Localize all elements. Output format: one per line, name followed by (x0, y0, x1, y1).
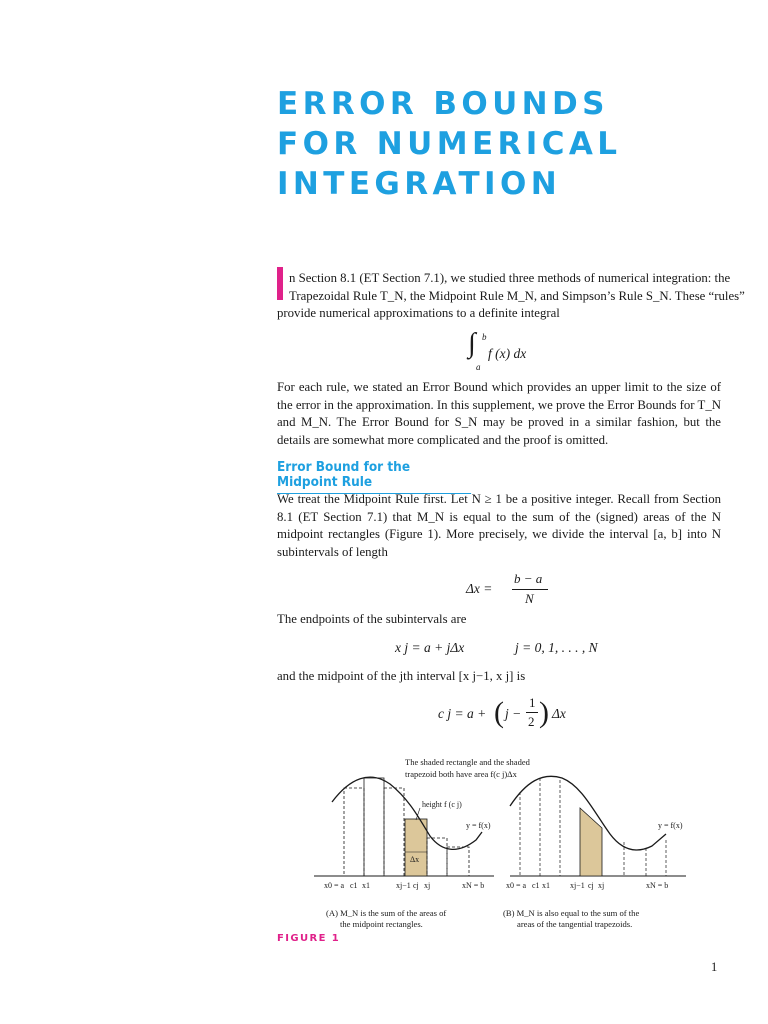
integral-upper-limit: b (482, 332, 487, 342)
midpoint-rect (447, 847, 469, 876)
title-line-2: FOR NUMERICAL (277, 126, 622, 162)
definite-integral (468, 328, 548, 374)
height-label: height f (c j) (422, 800, 462, 809)
eq-dx-lhs: Δx = (466, 581, 493, 596)
caption-a-line-1: (A) M_N is the sum of the areas of (326, 908, 447, 918)
intro-line-2: Trapezoidal Rule T_N, the Midpoint Rule M_N, and Simpson’s Rule S_N. These “rules” (289, 288, 745, 303)
paragraph-midpoint-def: and the midpoint of the jth interval [x j−1, x j] is (277, 669, 526, 683)
title-line-3: INTEGRATION (277, 166, 562, 202)
shaded-midpoint-rect (405, 819, 427, 876)
eq-cj-frac-num: 1 (529, 695, 536, 710)
axis-labels-a (324, 881, 484, 890)
eq-cj-inner: j − (505, 706, 522, 721)
axis-label: xj−1 (396, 881, 411, 890)
axis-label: xj−1 (570, 881, 585, 890)
axis-label: x1 (362, 881, 370, 890)
eq-dx-numerator: b − a (514, 571, 543, 586)
dx-label: Δx (410, 855, 420, 864)
paren-right: ) (539, 696, 549, 729)
caption-panel-a (326, 908, 446, 930)
figure-label: FIGURE 1 (277, 933, 341, 944)
axis-label: c1 (350, 881, 358, 890)
axis-label: xN = b (646, 881, 669, 890)
axis-label: cj (588, 881, 594, 890)
caption-b-line-2: areas of the tangential trapezoids. (517, 919, 633, 929)
midpoint-rect (384, 788, 404, 876)
integrand: f (x) dx (488, 346, 527, 361)
figure-note-line-2: trapezoid both have area f(c j)Δx (405, 769, 517, 779)
axis-label: xN = b (462, 881, 485, 890)
axis-labels-b (506, 881, 668, 890)
panel-b (506, 776, 686, 890)
axis-label: c1 (532, 881, 540, 890)
equation-cj (438, 694, 578, 734)
intro-paragraph (277, 270, 745, 323)
caption-a-line-2: the midpoint rectangles. (340, 919, 423, 929)
paragraph-endpoints: The endpoints of the subintervals are (277, 612, 467, 626)
figure-1-graphic (310, 770, 690, 900)
midpoint-rect (364, 778, 384, 876)
eq-dx-denominator: N (525, 591, 534, 606)
caption-panel-b (503, 908, 639, 930)
eq-cj-lhs: c j = a + (438, 706, 487, 721)
paragraph-midpoint: We treat the Midpoint Rule first. Let N ≥ 1 be a positive integer. Recall from Section 8.1 (ET Section 7.1) that M_N is equal to the sum of the (signed) areas of the N midpoint rectangles (Figure 1). More precisely, we divide the interval [a, b] into N subintervals of length (277, 492, 721, 559)
intro-line-3: provide numerical approximations to a definite integral (277, 306, 560, 320)
page-number: 1 (711, 960, 718, 974)
section-heading: Error Bound for the Midpoint Rule (277, 460, 471, 494)
fraction-bar (512, 589, 548, 590)
paren-left: ( (494, 696, 504, 729)
axis-label: x1 (542, 881, 550, 890)
axis-label: x0 = a (506, 881, 527, 890)
paragraph-error-bounds: For each rule, we stated an Error Bound which provides an upper limit to the size of the error in the approximation. In this supplement, we prove the Error Bounds for T_N and M_N. The Error Bound for S_N may be proved in a similar fashion, but the details are somewhat more complicated and the proof is omitted. (277, 380, 721, 447)
equation-delta-x (466, 571, 546, 607)
eq-xj-lhs: x j = a + jΔx (395, 640, 465, 655)
fraction-bar-cj (526, 712, 538, 713)
figure-note-line-1: The shaded rectangle and the shaded (405, 757, 530, 767)
integral-sign: ∫ (468, 328, 476, 359)
curve-label-b: y = f(x) (658, 821, 683, 830)
integral-lower-limit: a (476, 362, 481, 372)
page-title (277, 84, 621, 204)
eq-cj-tail: Δx (552, 706, 566, 721)
axis-label: cj (413, 881, 419, 890)
title-line-1: ERROR BOUNDS (277, 86, 609, 122)
eq-xj-rhs: j = 0, 1, . . . , N (515, 640, 598, 655)
axis-label: xj (598, 881, 605, 890)
eq-cj-frac-den: 2 (528, 714, 535, 729)
caption-b-line-1: (B) M_N is also equal to the sum of the (503, 908, 640, 918)
axis-label: x0 = a (324, 881, 345, 890)
axis-label: xj (424, 881, 431, 890)
midpoint-rect (344, 788, 364, 876)
intro-line-1: n Section 8.1 (ET Section 7.1), we studied three methods of numerical integration: the (289, 271, 731, 285)
panel-a (314, 777, 494, 890)
equation-xj (395, 640, 715, 660)
curve-label-a: y = f(x) (466, 821, 491, 830)
